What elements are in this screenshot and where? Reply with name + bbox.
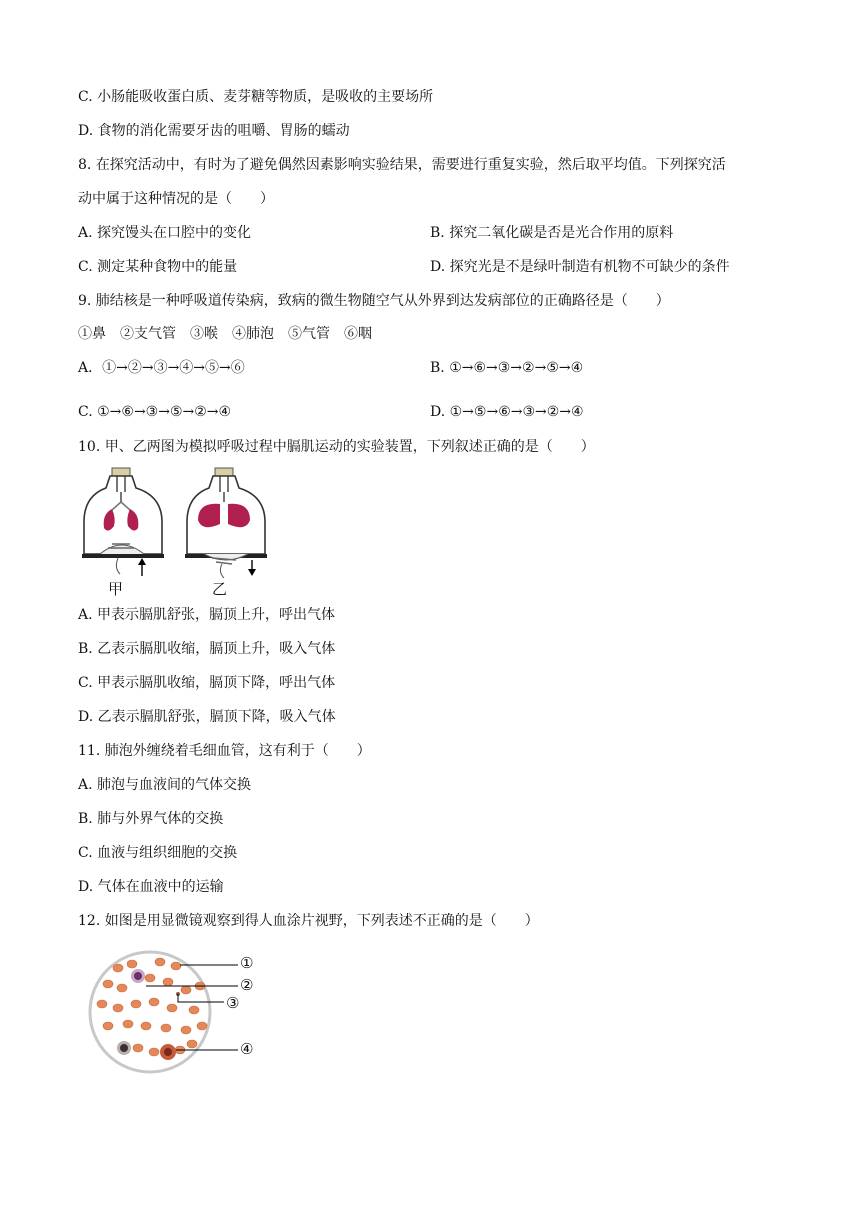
q9-option-a: A．①→②→③→④→⑤→⑥	[78, 360, 245, 376]
label-3: ③	[226, 994, 240, 1012]
q8-stem-line2: 动中属于这种情况的是（ ）	[78, 191, 274, 207]
q11-stem: 11. 肺泡外缠绕着毛细血管，这有利于（ ）	[78, 743, 371, 759]
bell-jar-figure	[80, 462, 270, 602]
q8-stem-line1: 8. 在探究活动中，有时为了避免偶然因素影响实验结果，需要进行重复实验，然后取平均值。下列探究活	[78, 157, 726, 173]
q8-option-b: B. 探究二氧化碳是否是光合作用的原料	[430, 225, 674, 241]
q9-items: ①鼻 ②支气管 ③喉 ④肺泡 ⑤气管 ⑥咽	[78, 326, 372, 342]
q7-option-c: C. 小肠能吸收蛋白质、麦芽糖等物质，是吸收的主要场所	[78, 89, 434, 105]
q9-option-d: D. ①→⑤→⑥→③→②→④	[430, 404, 584, 420]
q10-option-c: C. 甲表示膈肌收缩，膈顶下降，呼出气体	[78, 675, 336, 691]
q10-option-a: A. 甲表示膈肌舒张，膈顶上升，呼出气体	[78, 607, 336, 623]
q8-option-c: C. 测定某种食物中的能量	[78, 259, 238, 275]
q11-option-c: C. 血液与组织细胞的交换	[78, 845, 238, 861]
q9-option-b: B. ①→⑥→③→②→⑤→④	[430, 360, 584, 376]
blood-smear-figure	[88, 948, 278, 1078]
q12-stem: 12. 如图是用显微镜观察到得人血涂片视野，下列表述不正确的是（ ）	[78, 913, 539, 929]
label-2: ②	[240, 976, 254, 994]
q11-option-a: A. 肺泡与血液间的气体交换	[78, 777, 252, 793]
q11-option-b: B. 肺与外界气体的交换	[78, 811, 224, 827]
q9-stem: 9. 肺结核是一种呼吸道传染病，致病的微生物随空气从外界到达发病部位的正确路径是（ ）	[78, 293, 670, 309]
bell-jar-yi	[185, 468, 267, 578]
q10-option-b: B. 乙表示膈肌收缩，膈顶上升，吸入气体	[78, 641, 336, 657]
q8-option-d: D. 探究光是不是绿叶制造有机物不可缺少的条件	[430, 259, 730, 275]
q7-option-d: D. 食物的消化需要牙齿的咀嚼、胃肠的蠕动	[78, 123, 350, 139]
q9-option-c: C. ①→⑥→③→⑤→②→④	[78, 404, 232, 420]
q10-option-d: D. 乙表示膈肌舒张，膈顶下降，吸入气体	[78, 709, 336, 725]
bell-jar-jia	[82, 468, 164, 576]
q8-option-a: A. 探究馒头在口腔中的变化	[78, 225, 252, 241]
q11-option-d: D. 气体在血液中的运输	[78, 879, 224, 895]
label-jia: 甲	[108, 580, 124, 598]
label-yi: 乙	[212, 580, 228, 598]
q10-stem: 10. 甲、乙两图为模拟呼吸过程中膈肌运动的实验装置，下列叙述正确的是（ ）	[78, 439, 595, 455]
label-4: ④	[240, 1040, 254, 1058]
label-1: ①	[240, 954, 254, 972]
